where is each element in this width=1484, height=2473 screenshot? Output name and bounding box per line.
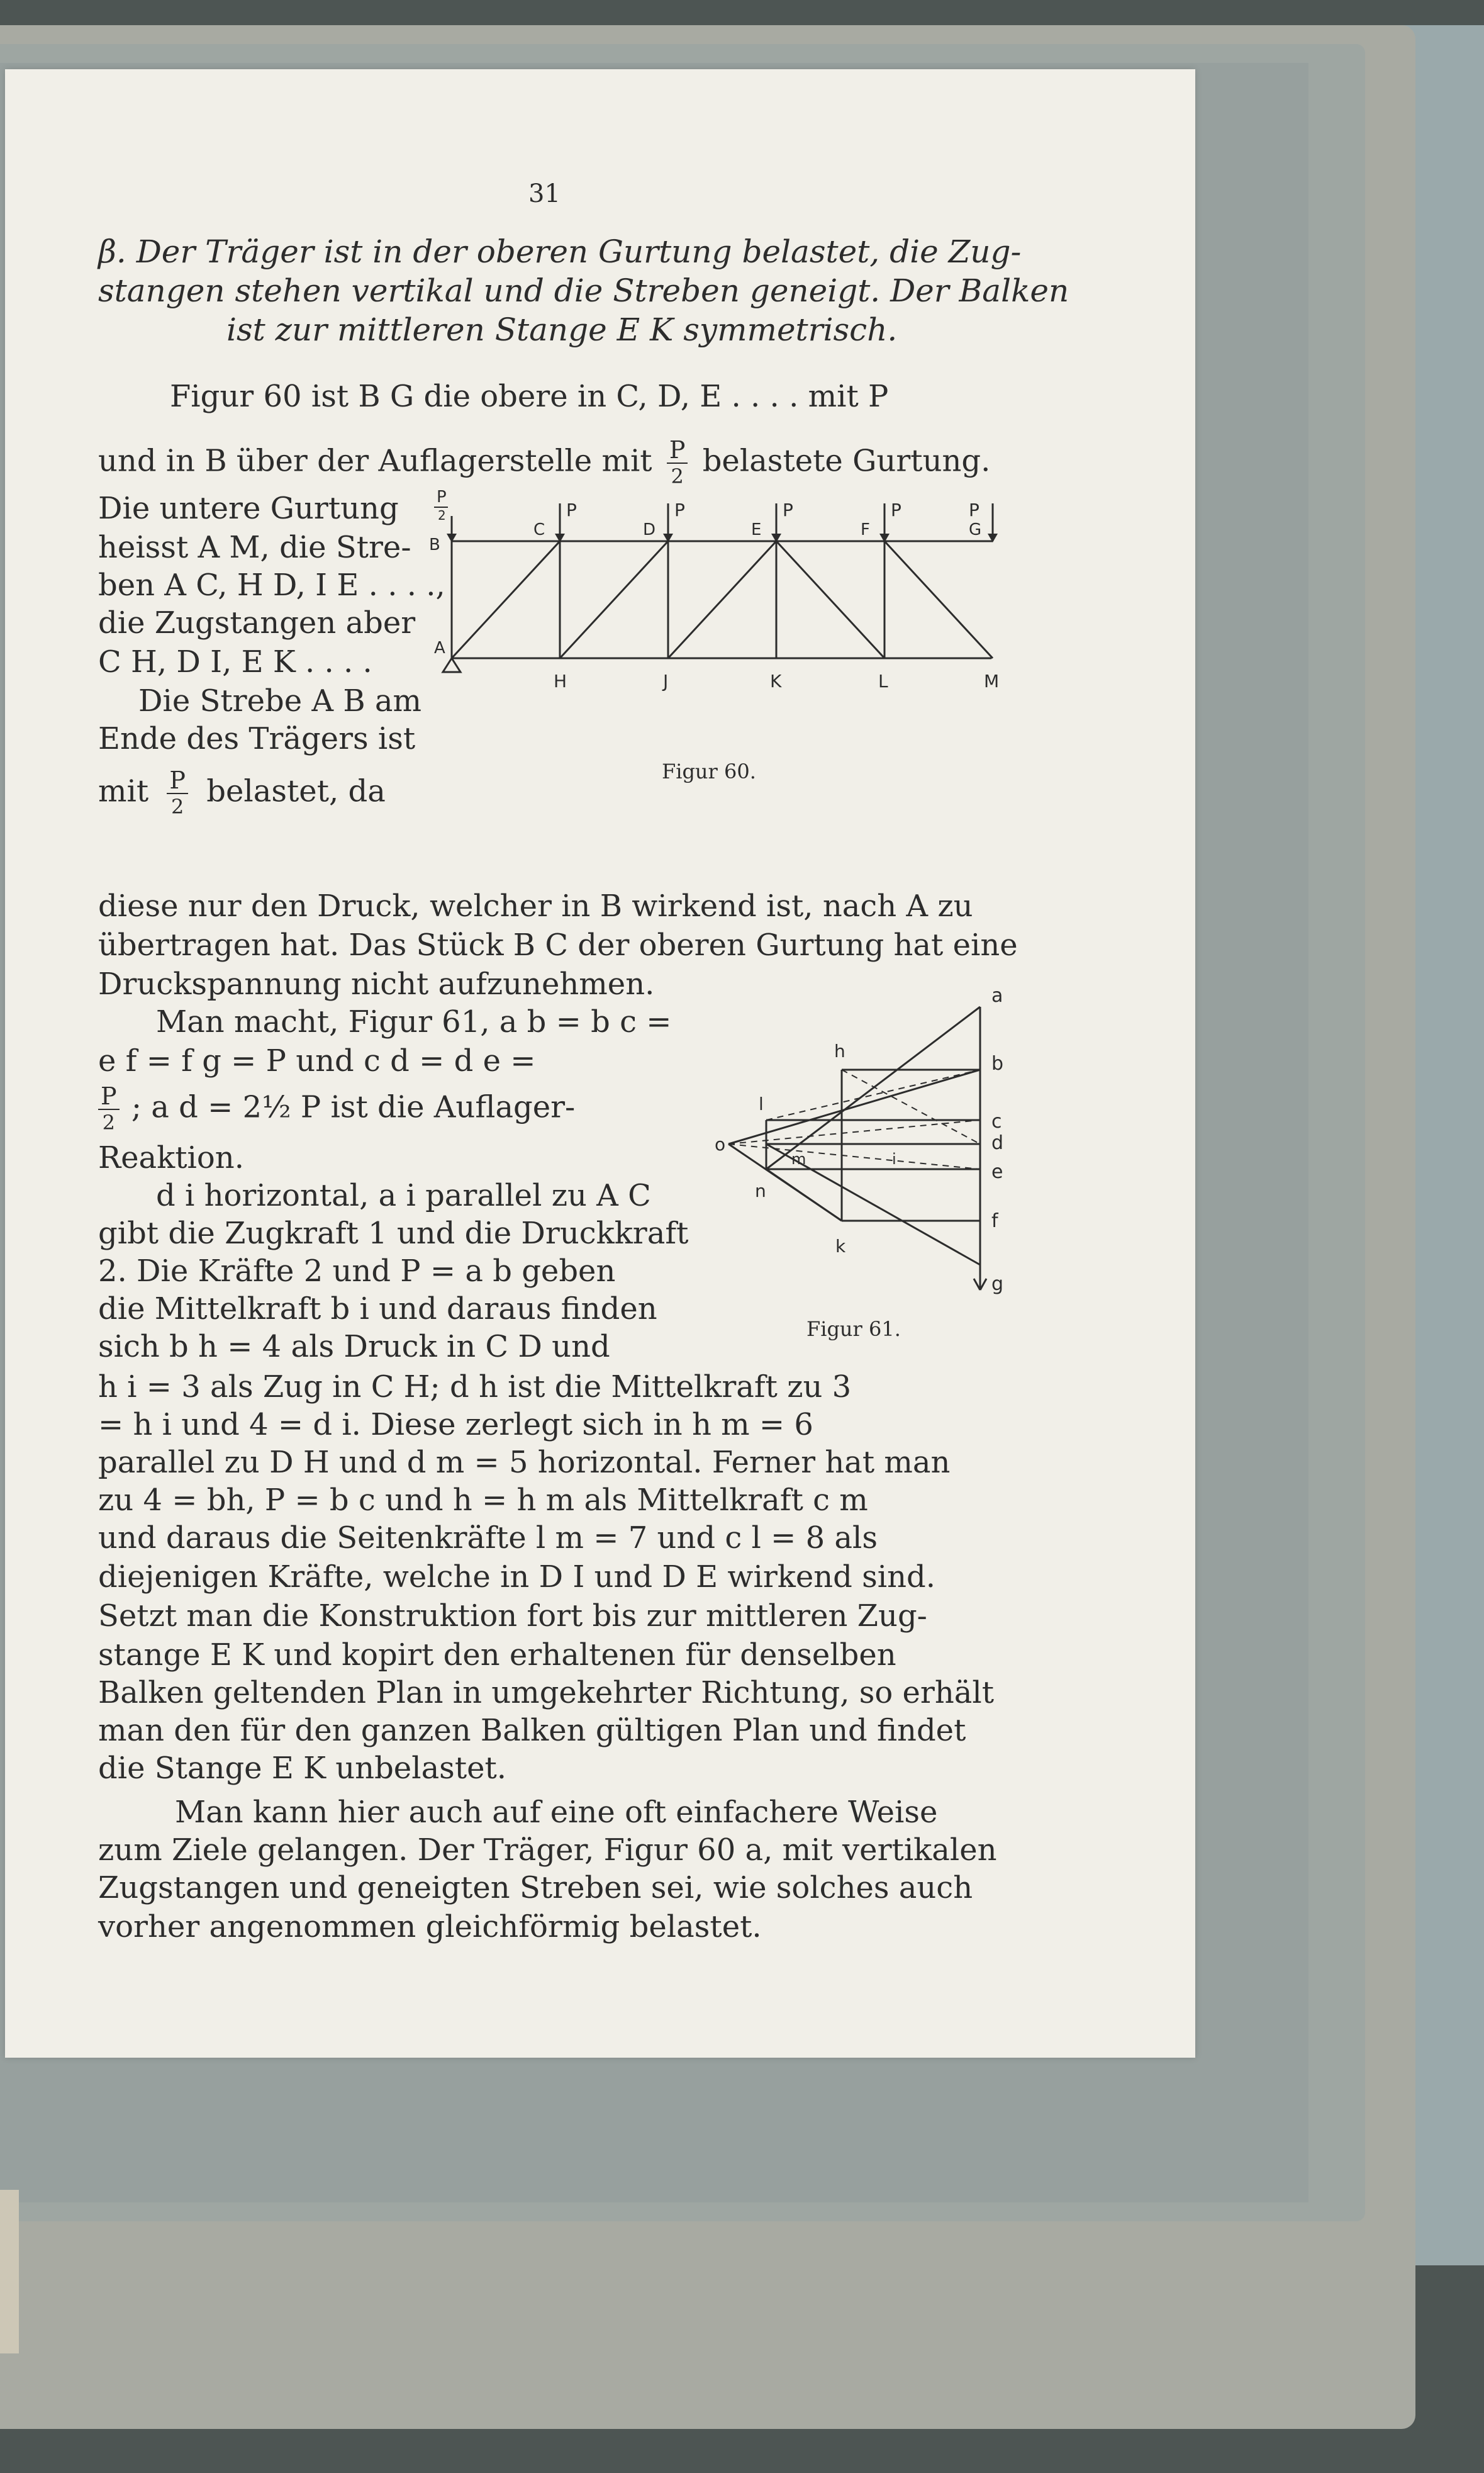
node-label: D xyxy=(643,520,656,539)
force-label: f xyxy=(991,1210,998,1232)
side2-line-3: P 2 ; a d = 2½ P ist die Auflager- xyxy=(98,1084,575,1135)
force-label: n xyxy=(755,1180,766,1201)
fraction: P 2 xyxy=(98,1084,120,1135)
force-label: h xyxy=(834,1041,845,1062)
load-label: P xyxy=(891,500,901,520)
force-label: b xyxy=(991,1053,1004,1075)
load-label: P xyxy=(969,500,979,520)
node-label: G xyxy=(969,520,982,539)
section-heading-line-3: ist zur mittleren Stange E K symmetrisch. xyxy=(226,311,898,348)
force-label: o xyxy=(715,1134,726,1155)
para3-line-1: Man kann hier auch auf eine oft einfachere Weise xyxy=(175,1795,938,1830)
para2-line-4: zu 4 = bh, P = b c und h = h m als Mittelkraft c m xyxy=(98,1483,868,1518)
fraction: P 2 xyxy=(167,768,188,819)
page-number: 31 xyxy=(528,179,561,208)
load-half-den: 2 xyxy=(438,508,446,523)
force-label: e xyxy=(991,1161,1003,1183)
side2-line-8: die Mittelkraft b i und daraus finden xyxy=(98,1291,657,1326)
section-heading-line-2: stangen stehen vertikal und die Streben geneigt. Der Balken xyxy=(98,272,1069,309)
load-label: P xyxy=(783,500,793,520)
para1-line-3: Druckspannung nicht aufzunehmen. xyxy=(98,967,655,1002)
para2-line-3: parallel zu D H und d m = 5 horizontal. Ferner hat man xyxy=(98,1445,951,1480)
side2-line-2: e f = f g = P und c d = d e = xyxy=(98,1043,536,1079)
force-label: l xyxy=(759,1094,764,1114)
node-label: J xyxy=(663,671,669,692)
para2-line-2: = h i und 4 = d i. Diese zerlegt sich in h m = 6 xyxy=(98,1407,813,1442)
fraction: P 2 xyxy=(667,437,688,489)
intro-line-1: Figur 60 ist B G die obere in C, D, E . . . . mit P xyxy=(170,379,889,414)
load-half-num: P xyxy=(437,488,447,507)
para3-line-2: zum Ziele gelangen. Der Träger, Figur 60 a, mit vertikalen xyxy=(98,1832,997,1868)
side1-line-3: ben A C, H D, I E . . . ., xyxy=(98,568,445,603)
force-label: d xyxy=(991,1132,1004,1154)
side2-line-1: Man macht, Figur 61, a b = b c = xyxy=(156,1004,672,1040)
node-label: K xyxy=(770,671,782,692)
para1-line-1: diese nur den Druck, welcher in B wirkend ist, nach A zu xyxy=(98,889,973,924)
figure-61-force-diagram xyxy=(710,975,1062,1303)
side2-line-4: Reaktion. xyxy=(98,1140,244,1175)
section-heading-line-1: β. Der Träger ist in der oberen Gurtung belastet, die Zug- xyxy=(98,233,1022,270)
para2-line-8: stange E K und kopirt den erhaltenen für denselben xyxy=(98,1637,896,1673)
para2-line-10: man den für den ganzen Balken gültigen Plan und findet xyxy=(98,1713,966,1748)
side1-line-5: C H, D I, E K . . . . xyxy=(98,644,372,680)
para1-line-2: übertragen hat. Das Stück B C der oberen Gurtung hat eine xyxy=(98,928,1018,963)
para3-line-3: Zugstangen und geneigten Streben sei, wie solches auch xyxy=(98,1870,973,1905)
para2-line-1: h i = 3 als Zug in C H; d h ist die Mittelkraft zu 3 xyxy=(98,1369,852,1405)
node-label: M xyxy=(984,671,1000,692)
side2-line-5: d i horizontal, a i parallel zu A C xyxy=(156,1178,651,1213)
book-page xyxy=(5,69,1195,2058)
para2-line-6: diejenigen Kräfte, welche in D I und D E wirkend sind. xyxy=(98,1559,936,1595)
side1-line-2: heisst A M, die Stre- xyxy=(98,530,411,565)
force-label: i xyxy=(892,1150,896,1168)
side1-line-1: Die untere Gurtung xyxy=(98,491,399,526)
para2-line-7: Setzt man die Konstruktion fort bis zur mittleren Zug- xyxy=(98,1598,927,1634)
para3-line-4: vorher angenommen gleichförmig belastet. xyxy=(98,1909,762,1944)
node-label: L xyxy=(878,671,888,692)
node-label: H xyxy=(554,671,567,692)
node-label: C xyxy=(533,520,545,539)
node-label: E xyxy=(751,520,762,539)
node-label: B xyxy=(429,536,440,554)
figure-60-caption: Figur 60. xyxy=(662,760,756,783)
side2-line-6: gibt die Zugkraft 1 und die Druckkraft xyxy=(98,1216,689,1251)
force-label: a xyxy=(991,985,1003,1007)
load-label: P xyxy=(566,500,577,520)
node-label: F xyxy=(861,520,870,539)
side1-line-8: mit P 2 belastet, da xyxy=(98,766,386,819)
side1-line-7: Ende des Trägers ist xyxy=(98,721,416,756)
force-label: m xyxy=(791,1150,806,1168)
node-label: A xyxy=(434,639,445,658)
side1-line-4: die Zugstangen aber xyxy=(98,605,416,641)
para2-line-11: die Stange E K unbelastet. xyxy=(98,1751,507,1786)
para2-line-9: Balken geltenden Plan in umgekehrter Richtung, so erhält xyxy=(98,1675,995,1710)
side2-line-9: sich b h = 4 als Druck in C D und xyxy=(98,1329,610,1364)
load-label: P xyxy=(674,500,685,520)
side2-line-7: 2. Die Kräfte 2 und P = a b geben xyxy=(98,1253,616,1289)
paper-strip xyxy=(0,2190,19,2353)
figure-61-caption: Figur 61. xyxy=(806,1317,901,1341)
force-label: g xyxy=(991,1273,1004,1295)
force-label: c xyxy=(991,1111,1002,1133)
side1-line-6: Die Strebe A B am xyxy=(138,683,421,719)
intro-line-2: und in B über der Auflagerstelle mit P 2 belastete Gurtung. xyxy=(98,436,991,488)
force-label: k xyxy=(835,1236,846,1257)
para2-line-5: und daraus die Seitenkräfte l m = 7 und c l = 8 als xyxy=(98,1520,878,1556)
